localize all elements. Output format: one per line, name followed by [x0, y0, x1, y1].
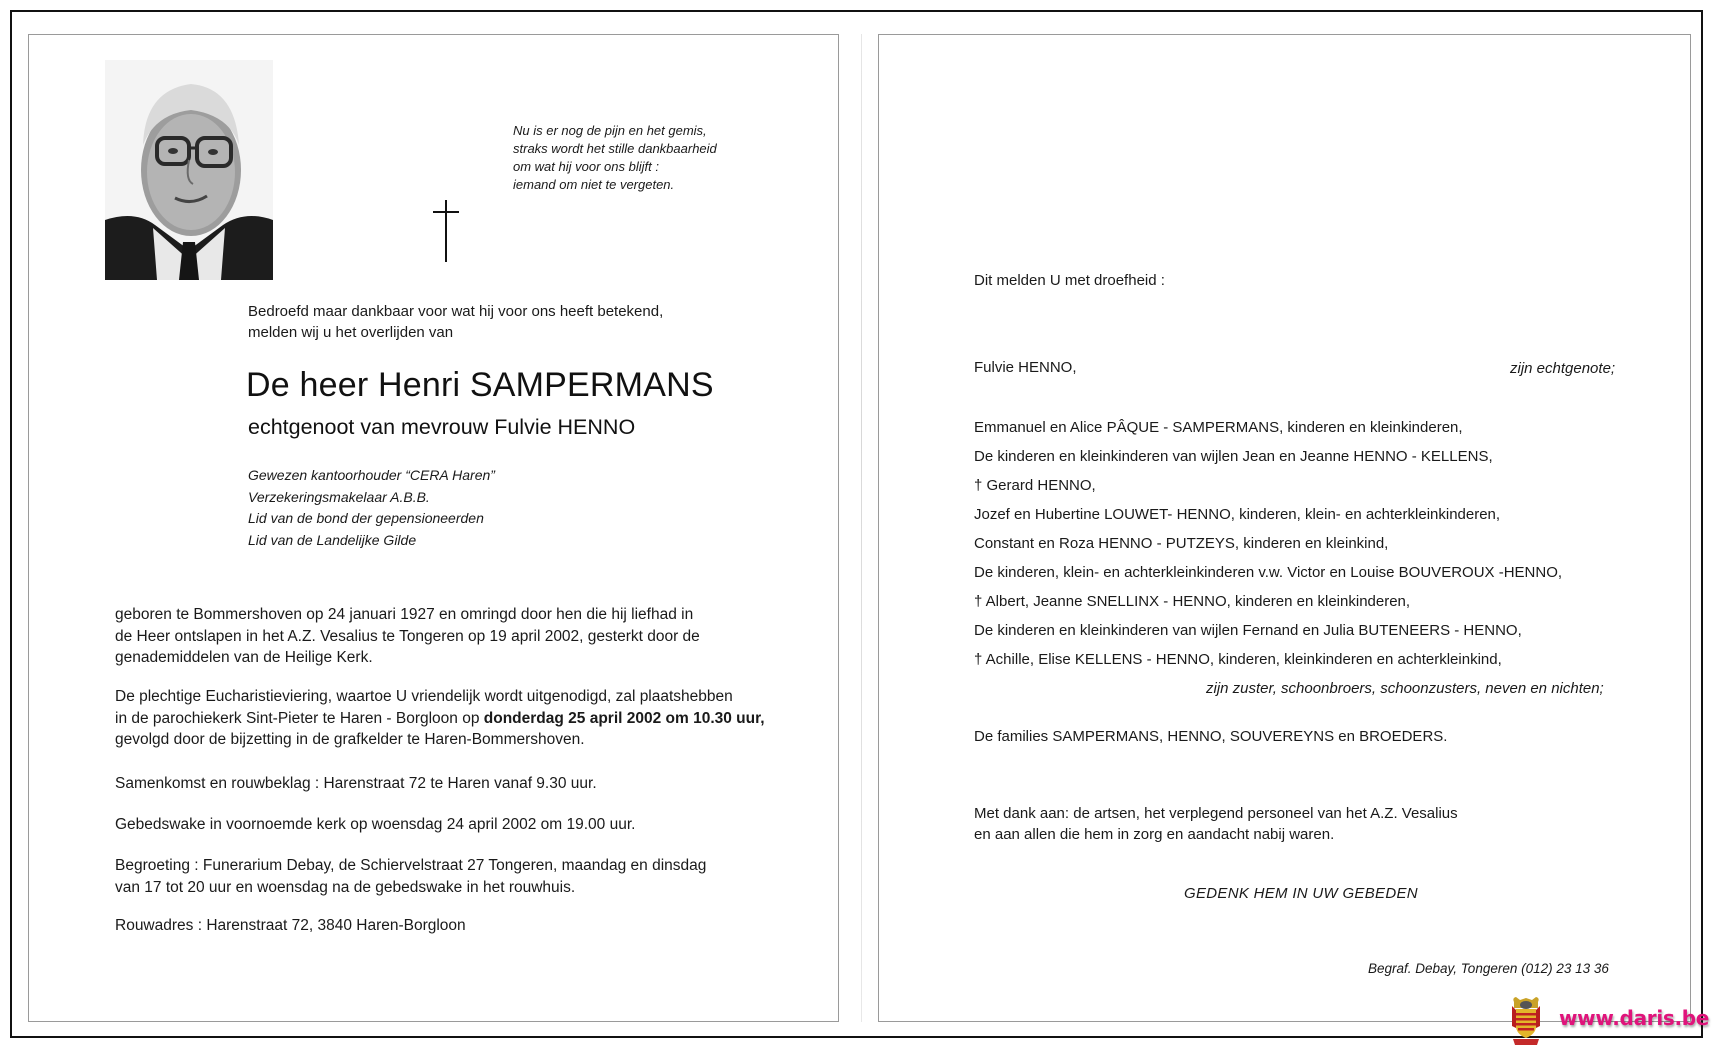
deceased-titles	[248, 465, 495, 551]
list-item: De kinderen, klein- en achterkleinkinderen v.w. Victor en Louise BOUVEROUX -HENNO,	[974, 564, 1563, 581]
title-line: Verzekeringsmakelaar A.B.B.	[248, 488, 430, 505]
list-item: Emmanuel en Alice PÂQUE - SAMPERMANS, kinderen en kleinkinderen,	[974, 419, 1463, 436]
thanks-paragraph	[974, 803, 1458, 845]
birth-death-paragraph	[115, 604, 700, 669]
poem-line: iemand om niet te vergeten.	[513, 177, 675, 192]
paragraph-line: en aan allen die hem in zorg en aandacht nabij waren.	[974, 826, 1335, 843]
paragraph-line: De plechtige Eucharistieviering, waartoe U vriendelijk wordt uitgenodigd, zal plaatshebben	[115, 688, 733, 705]
gathering-text: Samenkomst en rouwbeklag : Harenstraat 72 te Haren vanaf 9.30 uur.	[115, 775, 597, 792]
poem-line: Nu is er nog de pijn en het gemis,	[513, 123, 707, 138]
title-line: Lid van de bond der gepensioneerden	[248, 510, 484, 526]
list-item: Constant en Roza HENNO - PUTZEYS, kinderen en kleinkind,	[974, 535, 1389, 552]
prayer-text: GEDENK HEM IN UW GEBEDEN	[1184, 885, 1418, 902]
list-item: De kinderen en kleinkinderen van wijlen Fernand en Julia BUTENEERS - HENNO,	[974, 622, 1522, 639]
deceased-name: De heer Henri SAMPERMANS	[246, 366, 714, 404]
heraldic-crest-icon	[1510, 996, 1542, 1046]
service-location: in de parochiekerk Sint-Pieter te Haren - Borgloon op	[115, 709, 484, 727]
paragraph-line: de Heer ontslapen in het A.Z. Vesalius te Tongeren op 19 april 2002, gesterkt door de	[115, 627, 700, 645]
intro-text	[248, 301, 663, 343]
portrait-photo	[105, 60, 273, 280]
list-item: † Albert, Jeanne SNELLINX - HENNO, kinderen en kleinkinderen,	[974, 593, 1411, 610]
spouse-relation: zijn echtgenote;	[1510, 360, 1616, 377]
memorial-poem	[513, 122, 717, 194]
watermark-link[interactable]: www.daris.be	[1559, 1006, 1710, 1030]
service-datetime: donderdag 25 april 2002 om 10.30 uur,	[483, 709, 765, 727]
cross-icon	[445, 200, 447, 262]
cross-icon-bar	[433, 211, 459, 213]
relatives-list	[974, 413, 1604, 703]
poem-line: straks wordt het stille dankbaarheid	[513, 141, 717, 156]
list-item: † Gerard HENNO,	[974, 477, 1096, 494]
mourning-address: Rouwadres : Harenstraat 72, 3840 Haren-Borgloon	[115, 917, 466, 934]
list-item: Jozef en Hubertine LOUWET- HENNO, kinderen, klein- en achterkleinkinderen,	[974, 506, 1501, 523]
title-line: Lid van de Landelijke Gilde	[248, 531, 417, 548]
undertaker-text: Begraf. Debay, Tongeren (012) 23 13 36	[1368, 961, 1609, 976]
greeting-paragraph	[115, 855, 706, 898]
paragraph-line: geboren te Bommershoven op 24 januari 1927 en omringd door hen die hij liefhad in	[115, 606, 694, 623]
intro-line: melden wij u het overlijden van	[248, 324, 454, 341]
fold-line	[861, 34, 862, 1022]
paragraph-line: Begroeting : Funerarium Debay, de Schiervelstraat 27 Tongeren, maandag en dinsdag	[115, 857, 707, 874]
spouse-line: echtgenoot van mevrouw Fulvie HENNO	[248, 415, 636, 439]
paragraph-line: gevolgd door de bijzetting in de grafkelder te Haren-Bommershoven.	[115, 731, 585, 748]
list-item: † Achille, Elise KELLENS - HENNO, kinderen, kleinkinderen en achterkleinkind,	[974, 651, 1502, 668]
portrait-image	[105, 60, 273, 280]
list-item: De kinderen en kleinkinderen van wijlen Jean en Jeanne HENNO - KELLENS,	[974, 448, 1493, 465]
paragraph-line: van 17 tot 20 uur en woensdag na de gebedswake in het rouwhuis.	[115, 878, 576, 896]
paragraph-line: Met dank aan: de artsen, het verplegend personeel van het A.Z. Vesalius	[974, 805, 1458, 822]
announce-text: Dit melden U met droefheid :	[974, 272, 1165, 289]
vigil-text: Gebedswake in voornoemde kerk op woensdag 24 april 2002 om 19.00 uur.	[115, 816, 636, 833]
paragraph-line: genademiddelen van de Heilige Kerk.	[115, 649, 373, 666]
title-line: Gewezen kantoorhouder “CERA Haren”	[248, 467, 495, 483]
relatives-note: zijn zuster, schoonbroers, schoonzusters, neven en nichten;	[1206, 680, 1604, 697]
service-paragraph	[115, 686, 765, 751]
poem-line: om wat hij voor ons blijft :	[513, 159, 659, 174]
spouse-name: Fulvie HENNO,	[974, 359, 1077, 376]
families-text: De families SAMPERMANS, HENNO, SOUVEREYNS en BROEDERS.	[974, 728, 1448, 745]
intro-line: Bedroefd maar dankbaar voor wat hij voor ons heeft betekend,	[248, 303, 664, 320]
paragraph-line	[115, 708, 765, 730]
